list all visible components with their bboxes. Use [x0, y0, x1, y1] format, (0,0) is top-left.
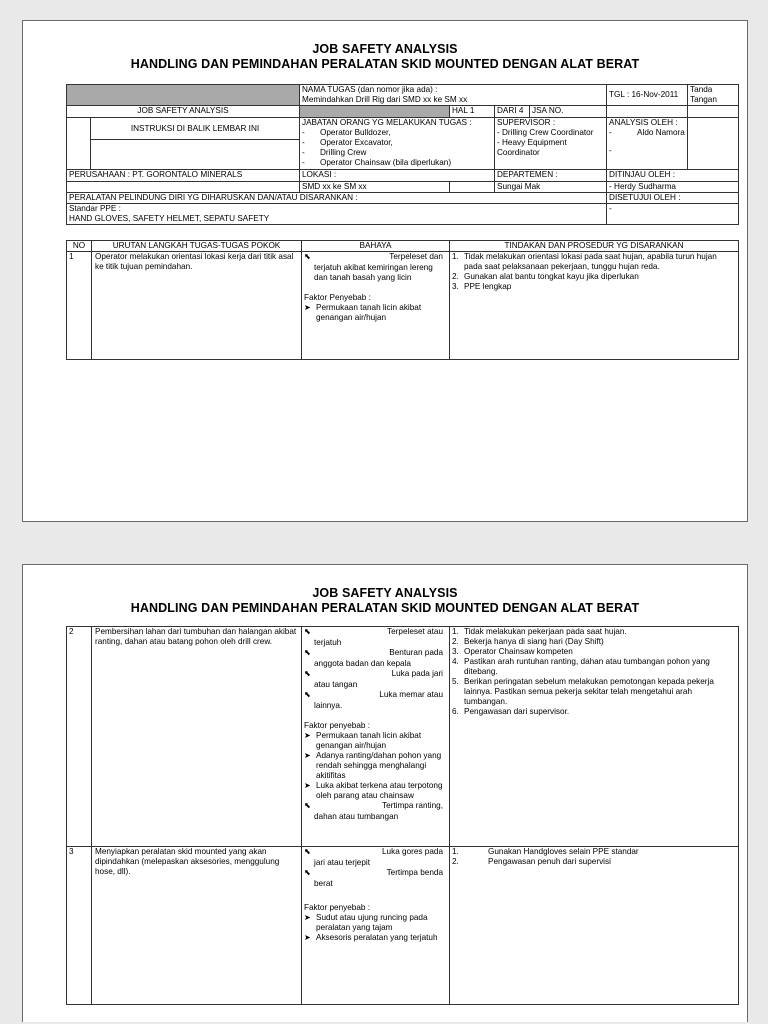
- blank-cell: [91, 140, 300, 170]
- ditinjau-label-cell: DITINJAU OLEH :: [607, 170, 739, 182]
- hazard-text: Terpeleset dan: [389, 252, 443, 261]
- jsa-page-2: [22, 564, 748, 1022]
- jabatan-item: - Operator Chainsaw (bila diperlukan): [302, 158, 492, 168]
- title-line-1: JOB SAFETY ANALYSIS: [312, 586, 458, 600]
- faktor-item: ➤ Sudut atau ujung runcing pada peralatan yang tajam: [304, 913, 428, 932]
- arrow-icon: ➤: [304, 913, 311, 922]
- disetujui-label-cell: DISETUJUI OLEH :: [607, 193, 739, 204]
- jabatan-label: JABATAN ORANG YG MELAKUKAN TUGAS :: [302, 118, 472, 127]
- faktor-text: Permukaan tanah licin akibat genangan air/hujan: [316, 303, 422, 322]
- faktor-item: ➤ Adanya ranting/dahan pohon yang rendah sehingga menghalangi akitifitas: [304, 751, 442, 780]
- action-item: 6. Pengawasan dari supervisor.: [452, 707, 570, 716]
- faktor-item: ➤ Aksesoris peralatan yang terjatuh: [304, 933, 438, 942]
- hazard-text-cont: terjatuh akibat kemiringan lereng dan tanah basah yang licin: [314, 263, 433, 282]
- jsa-task-table: [66, 240, 739, 360]
- nama-tugas-cell: [300, 85, 607, 106]
- supervisor-cell: [495, 118, 607, 170]
- faktor-label: Faktor penyebab :: [304, 721, 370, 730]
- row-hazards: ⬉ Luka gores pada jari atau terjepit ⬉ Tertimpa benda berat Faktor penyebab : ➤ Sudut atau ujung runcing pada peralatan yang tajam ➤ Aksesoris peralatan yang terjatuh: [302, 847, 450, 1005]
- action-item: 3. Operator Chainsaw kompeten: [452, 647, 573, 656]
- faktor-item: ➤ Permukaan tanah licin akibat genangan air/hujan: [304, 731, 422, 750]
- analysis-cell: [607, 118, 688, 170]
- action-list: [452, 627, 736, 717]
- action-item: 3. PPE lengkap: [452, 282, 512, 291]
- arrow-icon: ➤: [304, 933, 311, 942]
- analysis-label: ANALYSIS OLEH :: [609, 118, 678, 127]
- blank-cell: [67, 140, 91, 170]
- row-step: Menyiapkan peralatan skid mounted yang akan dipindahkan (melepaskan aksesories, menggulung hose, dll).: [92, 847, 302, 1005]
- jsa-label-cell: JOB SAFETY ANALYSIS: [67, 106, 300, 118]
- action-item: 4. Pastikan arah runtuhan ranting, dahan atau tumbangan pohon yang ditebang.: [452, 657, 710, 676]
- supervisor-label: SUPERVISOR :: [497, 118, 556, 127]
- hazard-item: ⬉ Benturan pada: [304, 648, 443, 657]
- blank-cell: [67, 182, 300, 193]
- title-line-2: HANDLING DAN PEMINDAHAN PERALATAN SKID MOUNTED DENGAN ALAT BERAT: [130, 601, 640, 615]
- row-actions: [450, 847, 739, 1005]
- ppe-cell: [67, 204, 607, 225]
- row-hazards: ⬉ Terpeleset atau terjatuh ⬉ Benturan pada anggota badan dan kepala ⬉ Luka pada jari atau tangan ⬉ Luka memar atau lainnya. Faktor penyebab : ➤ Permukaan tanah licin akibat genangan air/hujan ➤ Adanya ranting/dahan pohon yang rendah sehingga menghalangi akitifitas ➤ Luka akibat terkena atau terpotong oleh parang atau chainsaw ⬉ Tertimpa ranting, dahan atau tumbangan: [302, 627, 450, 847]
- jabatan-cell: [300, 118, 495, 170]
- dash-mark: -: [609, 204, 612, 213]
- perusahaan-cell: PERUSAHAAN : PT. GORONTALO MINERALS: [67, 170, 300, 182]
- faktor-list: [304, 303, 447, 323]
- blank-cell: [688, 106, 739, 118]
- jsa-header-form: [66, 84, 739, 225]
- hazard-bullet-icon: ⬉: [304, 868, 311, 877]
- action-item: 1. Gunakan Handgloves selain PPE standar: [452, 847, 639, 856]
- lokasi-label-cell: LOKASI :: [300, 170, 495, 182]
- lokasi-value-cell: SMD xx ke SM xx: [300, 182, 450, 193]
- row-actions: [450, 627, 739, 847]
- disetujui-value-cell: [607, 204, 739, 225]
- supervisor-item: - Heavy Equipment Coordinator: [497, 138, 567, 157]
- arrow-icon: ➤: [304, 751, 311, 760]
- col-header-no: NO: [67, 241, 92, 252]
- gray-cell: [300, 106, 450, 118]
- row-no: 1: [67, 252, 92, 360]
- hazard-bullet-icon: ⬉: [304, 627, 311, 636]
- jsa-no-cell: JSA NO.: [530, 106, 607, 118]
- departemen-label-cell: DEPARTEMEN :: [495, 170, 607, 182]
- hazard-item: ⬉ Tertimpa benda: [304, 868, 443, 877]
- dash-mark: -: [609, 146, 612, 155]
- row-actions: [450, 252, 739, 360]
- jabatan-item: - Operator Excavator,: [302, 138, 492, 148]
- nama-tugas-value: Memindahkan Drill Rig dari SMD xx ke SM xx: [302, 95, 468, 104]
- dash-mark: -: [609, 128, 612, 137]
- analysis-value: [609, 128, 685, 138]
- nama-tugas-label: NAMA TUGAS (dan nomor jika ada) :: [302, 85, 438, 94]
- blank-cell: [450, 182, 495, 193]
- blank-cell: [67, 118, 91, 140]
- faktor-item: ➤ Luka akibat terkena atau terpotong oleh parang atau chainsaw: [304, 781, 443, 800]
- row-step: Operator melakukan orientasi lokasi kerja dari titik asal ke titik tujuan pemindahan.: [92, 252, 302, 360]
- hazard-item: ⬉ Luka pada jari: [304, 669, 443, 678]
- faktor-label: Faktor Penyebab :: [304, 293, 371, 302]
- page-title: [23, 42, 747, 72]
- hazard-bullet-icon: ⬉: [304, 669, 311, 678]
- instruksi-cell: INSTRUKSI DI BALIK LEMBAR INI: [91, 118, 300, 140]
- hazard-bullet-icon: ⬉: [304, 801, 311, 810]
- blank-cell: [607, 106, 688, 118]
- col-header-tindakan: TINDAKAN DAN PROSEDUR YG DISARANKAN: [450, 241, 739, 252]
- jsa-task-table-continued: [66, 626, 739, 1005]
- hazard-item: ⬉ Luka memar atau: [304, 690, 443, 699]
- ditinjau-value-cell: - Herdy Sudharma: [607, 182, 739, 193]
- jabatan-item: - Drilling Crew: [302, 148, 492, 158]
- row-hazards: [302, 252, 450, 360]
- faktor-label: Faktor penyebab :: [304, 903, 370, 912]
- hazard-item: ⬉ Terpeleset atau: [304, 627, 443, 636]
- hazard-item: [304, 252, 447, 262]
- faktor-item: [304, 303, 447, 323]
- standar-ppe-label: Standar PPE :: [69, 204, 121, 213]
- col-header-bahaya: BAHAYA: [302, 241, 450, 252]
- tanda-tangan-cell: Tanda Tangan: [688, 85, 739, 106]
- action-item: 1. Tidak melakukan orientasi lokasi pada saat hujan, apabila turun hujan pada saat pelaksanaan pekerjaan, tunggu hujan reda.: [452, 252, 717, 271]
- hal-cell: HAL 1: [450, 106, 495, 118]
- page-title: [23, 586, 747, 616]
- action-item: 2. Bekerja hanya di siang hari (Day Shift): [452, 637, 604, 646]
- supervisor-item: - Drilling Crew Coordinator: [497, 128, 594, 137]
- action-item: 2. Pengawasan penuh dari supervisi: [452, 857, 611, 866]
- row-no: 2: [67, 627, 92, 847]
- action-item: 2. Gunakan alat bantu tongkat kayu jika diperlukan: [452, 272, 639, 281]
- title-line-1: JOB SAFETY ANALYSIS: [312, 42, 458, 56]
- ppe-items: HAND GLOVES, SAFETY HELMET, SEPATU SAFETY: [69, 214, 270, 223]
- hazard-bullet-icon: ⬉: [304, 252, 311, 261]
- hazard-bullet-icon: ⬉: [304, 648, 311, 657]
- analysis-name: Aldo Namora: [637, 128, 685, 137]
- row-no: 3: [67, 847, 92, 1005]
- jabatan-list: [302, 128, 492, 168]
- dari-cell: DARI 4: [495, 106, 530, 118]
- faktor-list: [304, 731, 447, 801]
- tgl-cell: TGL : 16-Nov-2011: [607, 85, 688, 106]
- jsa-page-1: [22, 20, 748, 522]
- action-item: 5. Berikan peringatan sebelum melakukan pemotongan kepada pekerja lainnya. Pastikan semua pekerja sekitar telah mengetahui arah tumbangan.: [452, 677, 714, 706]
- peralatan-label-cell: PERALATAN PELINDUNG DIRI YG DIHARUSKAN DAN/ATAU DISARANKAN :: [67, 193, 607, 204]
- action-item: 1. Tidak melakukan pekerjaan pada saat hujan.: [452, 627, 627, 636]
- gray-header-cell: [67, 85, 300, 106]
- faktor-list: [304, 913, 447, 943]
- arrow-icon: ➤: [304, 731, 311, 740]
- hazard-item: ⬉ Tertimpa ranting,: [304, 801, 443, 810]
- blank-cell: [688, 118, 739, 170]
- hazard-item: ⬉ Luka gores pada: [304, 847, 443, 856]
- arrow-icon: ➤: [304, 781, 311, 790]
- row-step: Pembersihan lahan dari tumbuhan dan halangan akibat ranting, dahan atau batang pohon oleh drill crew.: [92, 627, 302, 847]
- departemen-value-cell: Sungai Mak: [495, 182, 607, 193]
- title-line-2: HANDLING DAN PEMINDAHAN PERALATAN SKID MOUNTED DENGAN ALAT BERAT: [130, 57, 640, 71]
- hazard-bullet-icon: ⬉: [304, 690, 311, 699]
- arrow-icon: ➤: [304, 303, 311, 312]
- jabatan-item: - Operator Bulldozer,: [302, 128, 492, 138]
- action-list: [452, 252, 736, 292]
- hazard-bullet-icon: ⬉: [304, 847, 311, 856]
- col-header-urutan: URUTAN LANGKAH TUGAS-TUGAS POKOK: [92, 241, 302, 252]
